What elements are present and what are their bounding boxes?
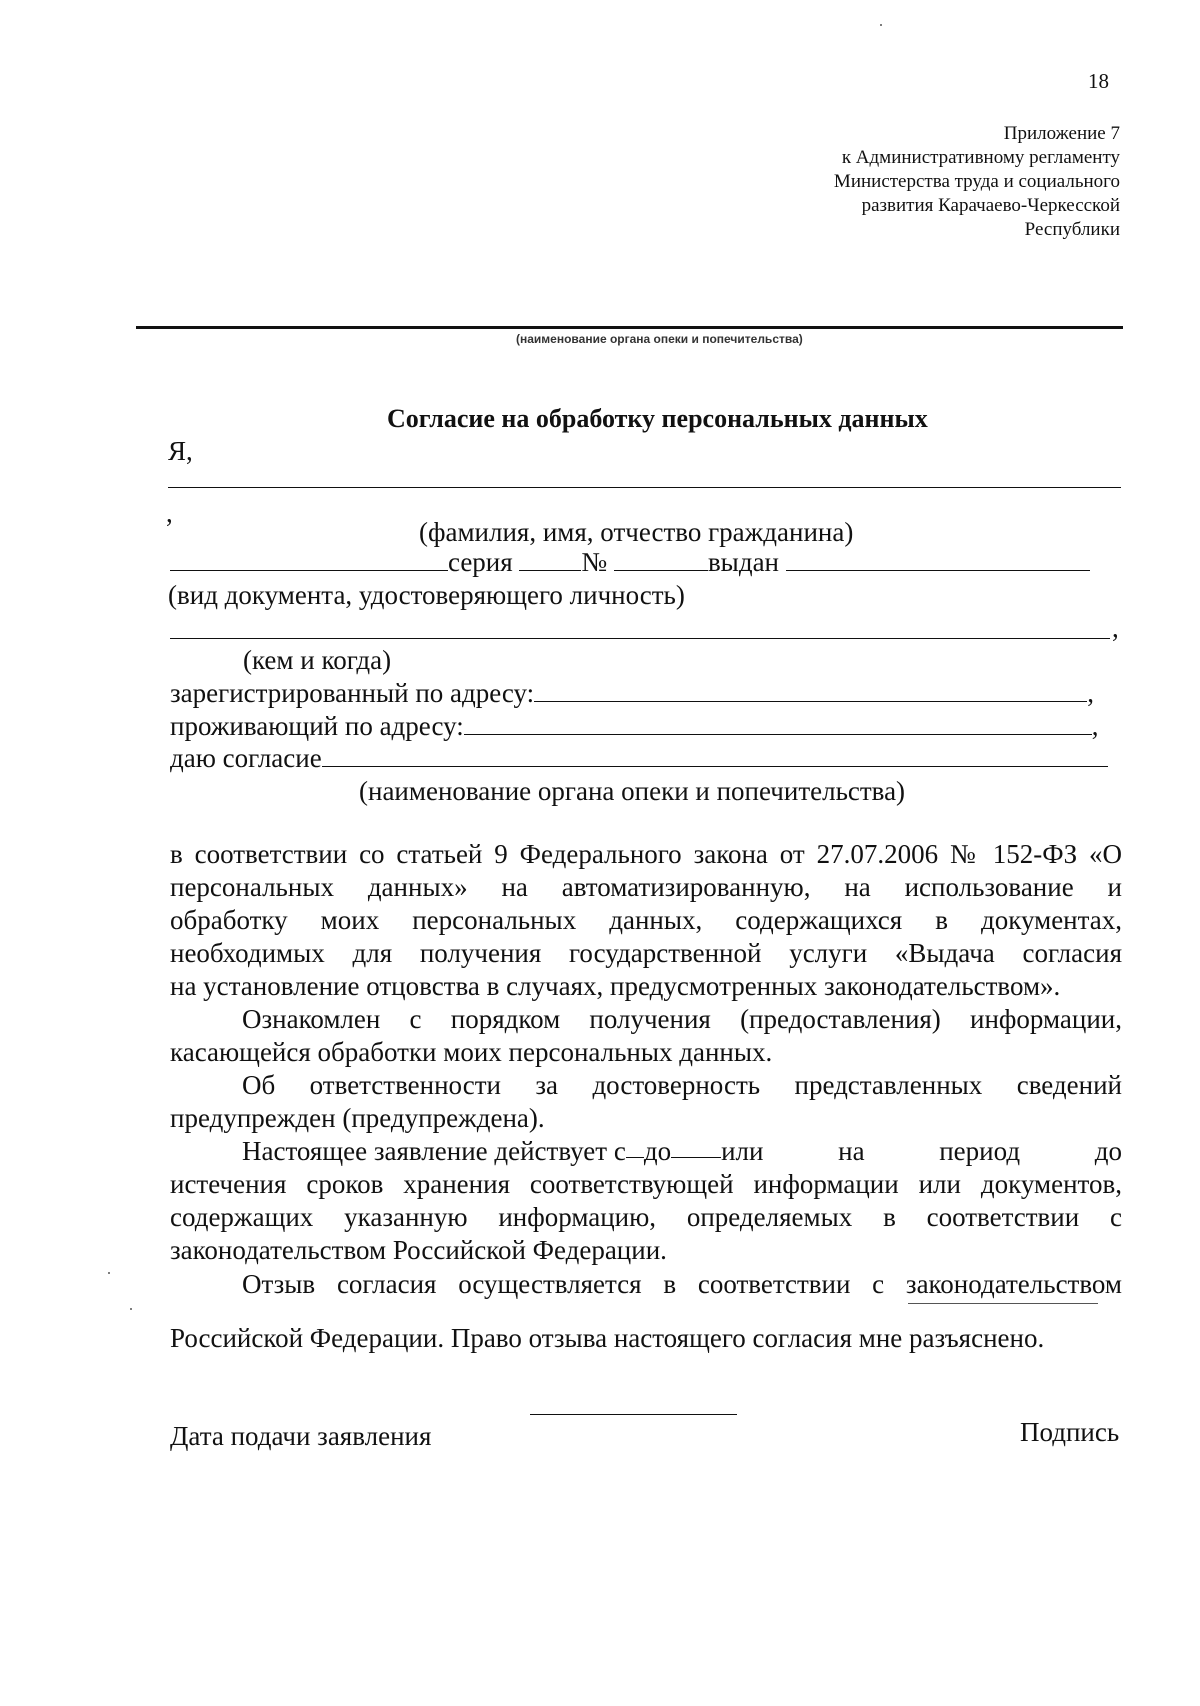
page-number: 18	[1088, 69, 1109, 93]
living-address-field	[464, 712, 1092, 735]
scan-speck	[108, 1272, 110, 1274]
date-label: Дата подачи заявления	[170, 1421, 432, 1451]
living-address-row	[170, 710, 1098, 742]
living-label: проживающий по адресу:	[170, 711, 464, 741]
organ-name-caption: (наименование органа опеки и попечительства)	[516, 332, 803, 346]
appendix-line: Приложение 7	[1003, 123, 1120, 144]
validity-from-label: Настоящее заявление действует с	[242, 1136, 626, 1166]
registered-address-row	[170, 677, 1094, 709]
comma-mark: ,	[166, 498, 173, 528]
comma-mark: ,	[1091, 711, 1099, 741]
p3-last-line: предупрежден (предупреждена).	[170, 1103, 545, 1133]
organ-caption: (наименование органа опеки и попечительства)	[359, 776, 906, 806]
appendix-line: развития Карачаево-Черкесской	[861, 195, 1120, 216]
who-when-field-line	[170, 638, 1110, 639]
p1-line: в соответствии со статьей 9 Федерального закона от 27.07.2006 № 152-ФЗ «О	[170, 839, 1122, 869]
appendix-line: Республики	[1024, 219, 1120, 240]
appendix-line: к Административному регламенту	[841, 147, 1120, 168]
number-field	[614, 548, 708, 571]
p4-first-line	[242, 1135, 1122, 1167]
validity-to-field	[671, 1135, 721, 1158]
p1-last-line: на установление отцовства в случаях, предусмотренных законодательством».	[170, 971, 1061, 1001]
p5-last-line: Российской Федерации. Право отзыва настоящего согласия мне разъяснено.	[170, 1323, 1045, 1353]
consent-organ-field	[322, 744, 1108, 767]
ya-label: Я,	[168, 436, 193, 466]
p4-line: истечения сроков хранения соответствующей информации или документов,	[170, 1169, 1122, 1199]
p5-first-line: Отзыв согласия осуществляется в соответствии с законодательством	[242, 1269, 1122, 1299]
registered-address-field	[534, 679, 1087, 702]
series-label: серия	[448, 547, 513, 577]
validity-period-text: или на период до	[721, 1136, 1122, 1166]
fio-caption: (фамилия, имя, отчество гражданина)	[419, 517, 854, 547]
consent-label: даю согласие	[170, 743, 322, 773]
p1-line: необходимых для получения государственной услуги «Выдача согласия	[170, 938, 1122, 968]
validity-from-field	[626, 1135, 644, 1158]
signature-line	[530, 1414, 737, 1415]
document-type-field	[170, 548, 448, 571]
p1-line: обработку моих персональных данных, содержащихся в документах,	[170, 905, 1122, 935]
issued-label: выдан	[707, 547, 779, 577]
scan-artifact-line	[908, 1303, 1098, 1304]
series-field	[519, 548, 581, 571]
organ-name-field-line	[136, 326, 1123, 329]
validity-to-label: до	[643, 1136, 672, 1166]
issued-field	[786, 548, 1090, 571]
registered-label: зарегистрированный по адресу:	[170, 678, 535, 708]
document-line	[170, 546, 1090, 578]
p4-line: содержащих указанную информацию, определяемых в соответствии с	[170, 1202, 1122, 1232]
p3-first-line: Об ответственности за достоверность представленных сведений	[242, 1070, 1122, 1100]
appendix-line: Министерства труда и социального	[833, 171, 1120, 192]
number-label: №	[581, 547, 608, 577]
scan-speck	[130, 1308, 132, 1310]
p2-first-line: Ознакомлен с порядком получения (предоставления) информации,	[242, 1004, 1122, 1034]
p4-last-line: законодательством Российской Федерации.	[170, 1235, 667, 1265]
comma-mark: ,	[1087, 678, 1094, 708]
comma-mark: ,	[1112, 613, 1119, 643]
p1-line: персональных данных» на автоматизированную, на использование и	[170, 872, 1122, 902]
consent-row	[170, 742, 1108, 774]
document-caption: (вид документа, удостоверяющего личность)	[168, 580, 685, 610]
p2-last-line: касающейся обработки моих персональных данных.	[170, 1037, 773, 1067]
document-title: Согласие на обработку персональных данных	[387, 404, 928, 433]
who-when-caption: (кем и когда)	[243, 645, 392, 675]
fullname-field-line	[168, 487, 1121, 488]
signature-label: Подпись	[1020, 1417, 1120, 1447]
scan-speck	[880, 24, 882, 26]
appendix-header	[834, 122, 1120, 242]
